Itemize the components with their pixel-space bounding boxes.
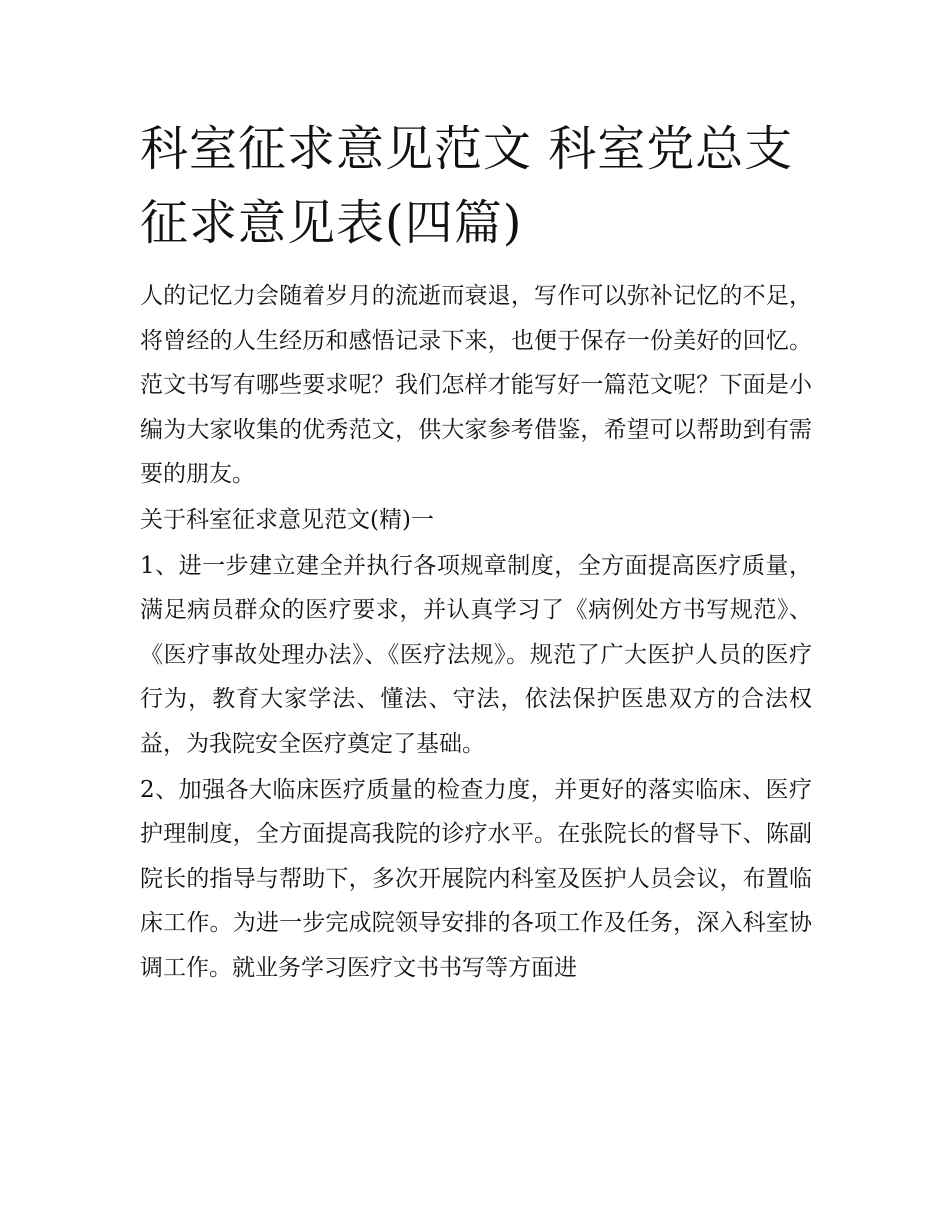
document-page <box>140 112 812 992</box>
document-title: 科室征求意见范文 科室党总支征求意见表(四篇) <box>140 121 794 251</box>
section-heading: 关于科室征求意见范文(精)一 <box>140 506 434 533</box>
item-2-paragraph: 2、加强各大临床医疗质量的检查力度，并更好的落实临床、医疗护理制度，全方面提高我院的诊疗水平。在张院长的督导下、陈副院长的指导与帮助下，多次开展院内科室及医护人员会议，布置临床工作。为进一步完成院领导安排的各项工作及任务，深入科室协调工作。就业务学习医疗文书书写等方面进 <box>140 776 812 981</box>
intro-paragraph: 人的记忆力会随着岁月的流逝而衰退，写作可以弥补记忆的不足，将曾经的人生经历和感悟记录下来，也便于保存一份美好的回忆。范文书写有哪些要求呢？我们怎样才能写好一篇范文呢？下面是小编为大家收集的优秀范文，供大家参考借鉴，希望可以帮助到有需要的朋友。 <box>140 283 812 488</box>
item-1-paragraph: 1、进一步建立建全并执行各项规章制度，全方面提高医疗质量，满足病员群众的医疗要求，并认真学习了《病例处方书写规范》、《医疗事故处理办法》、《医疗法规》。规范了广大医护人员的医疗行为，教育大家学法、懂法、守法，依法保护医患双方的合法权益，为我院安全医疗奠定了基础。 <box>140 552 812 757</box>
